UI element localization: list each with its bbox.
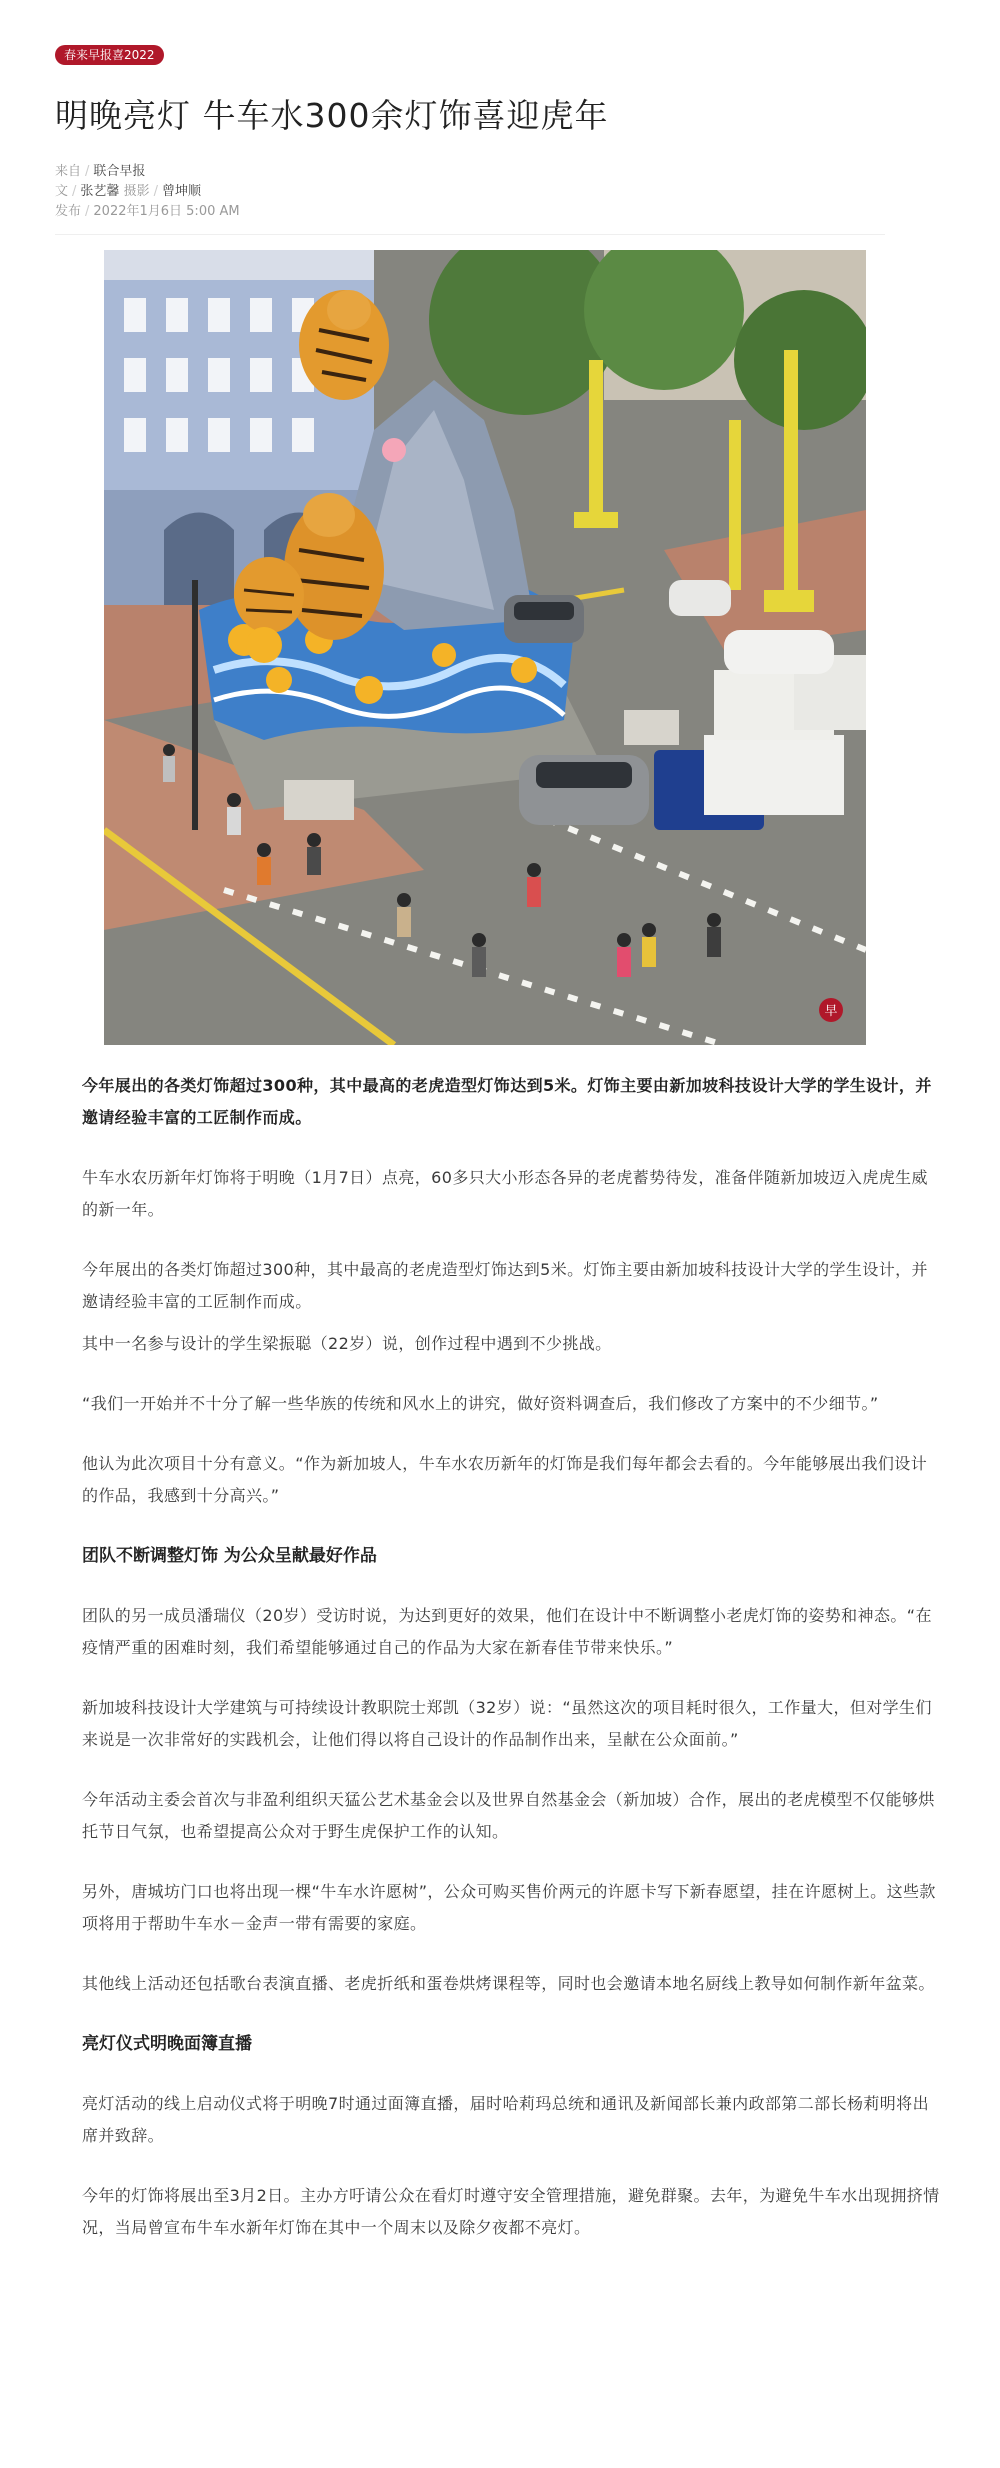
article-paragraph: 团队的另一成员潘瑞仪（20岁）受访时说，为达到更好的效果，他们在设计中不断调整小老虎灯饰的姿势和神态。“在疫情严重的困难时刻，我们希望能够通过自己的作品为大家在新春佳节带来快乐。” (82, 1606, 932, 1657)
article-paragraph: 今年的灯饰将展出至3月2日。主办方吁请公众在看灯时遵守安全管理措施，避免群聚。去年，为避免牛车水出现拥挤情况，当局曾宣布牛车水新年灯饰在其中一个周末以及除夕夜都不亮灯。 (82, 2186, 940, 2237)
shophouse-roof (104, 250, 374, 280)
article-photo[interactable] (104, 250, 866, 1045)
concrete-barrier (284, 780, 354, 820)
meta-photo-label: 摄影 (123, 184, 150, 199)
meta-source-label: 来自 (55, 164, 82, 179)
meta-source-link[interactable]: 联合早报 (93, 164, 146, 179)
article-paragraph: 其他线上活动还包括歌台表演直播、老虎折纸和蛋卷烘烤课程等，同时也会邀请本地名厨线上教导如何制作新年盆菜。 (82, 1974, 935, 1993)
article-title: 明晚亮灯 牛车水300余灯饰喜迎虎年 (55, 96, 609, 135)
article-paragraph: “我们一开始并不十分了解一些华族的传统和风水上的讲究，做好资料调查后，我们修改了方案中的不少细节。” (82, 1394, 879, 1413)
meta-source-row (55, 162, 240, 182)
article-paragraph: 牛车水农历新年灯饰将于明晚（1月7日）点亮，60多只大小形态各异的老虎蓄势待发，准备伴随新加坡迈入虎虎生威的新一年。 (82, 1168, 928, 1219)
article-lead: 今年展出的各类灯饰超过300种，其中最高的老虎造型灯饰达到5米。灯饰主要由新加坡科技设计大学的学生设计，并邀请经验丰富的工匠制作而成。 (82, 1076, 932, 1127)
article-paragraph: 今年活动主委会首次与非盈利组织天猛公艺术基金会以及世界自然基金会（新加坡）合作，展出的老虎模型不仅能够烘托节日气氛，也希望提高公众对于野生虎保护工作的认知。 (82, 1790, 935, 1841)
meta-author-label: 文 (55, 184, 69, 199)
publisher-watermark-text: 早 (824, 1004, 838, 1019)
article-paragraph: 其中一名参与设计的学生梁振聪（22岁）说，创作过程中遇到不少挑战。 (82, 1334, 612, 1353)
meta-separator: / (85, 164, 90, 179)
article-paragraph: 新加坡科技设计大学建筑与可持续设计教职院士郑凯（32岁）说：“虽然这次的项目耗时很久，工作量大，但对学生们来说是一次非常好的实践机会，让他们得以将自己设计的作品制作出来，呈献在公众面前。” (82, 1698, 932, 1749)
article-paragraph: 另外，唐城坊门口也将出现一棵“牛车水许愿树”，公众可购买售价两元的许愿卡写下新春愿望，挂在许愿树上。这些款项将用于帮助牛车水－金声一带有需要的家庭。 (82, 1882, 936, 1933)
article-body (82, 1070, 942, 2244)
meta-published-label: 发布 (55, 204, 82, 219)
concrete-barrier (624, 710, 679, 745)
meta-separator: / (85, 204, 90, 219)
meta-author-row (55, 182, 240, 202)
meta-separator: / (153, 184, 158, 199)
shophouse-arch (164, 513, 234, 606)
photo-illustration (104, 250, 866, 1045)
article-meta (55, 162, 240, 222)
street-pole (192, 580, 198, 830)
meta-published-date: 2022年1月6日 5:00 AM (93, 204, 240, 219)
article-paragraph: 今年展出的各类灯饰超过300种，其中最高的老虎造型灯饰达到5米。灯饰主要由新加坡科技设计大学的学生设计，并邀请经验丰富的工匠制作而成。 (82, 1260, 928, 1311)
meta-published-row (55, 202, 240, 222)
article-paragraph: 他认为此次项目十分有意义。“作为新加坡人，牛车水农历新年的灯饰是我们每年都会去看的。今年能够展出我们设计的作品，我感到十分高兴。” (82, 1454, 928, 1505)
meta-photographer-link[interactable]: 曾坤顺 (161, 184, 201, 199)
meta-divider (55, 234, 885, 235)
article-subheading: 亮灯仪式明晚面簿直播 (82, 2034, 252, 2054)
article-subheading: 团队不断调整灯饰 为公众呈献最好作品 (82, 1546, 377, 1566)
category-tag[interactable]: 春来早报喜2022 (55, 45, 164, 65)
meta-author-link[interactable]: 张艺馨 (80, 184, 120, 199)
meta-separator: / (72, 184, 77, 199)
article-paragraph: 亮灯活动的线上启动仪式将于明晚7时通过面簿直播，届时哈莉玛总统和通讯及新闻部长兼内政部第二部长杨莉明将出席并致辞。 (82, 2094, 929, 2145)
